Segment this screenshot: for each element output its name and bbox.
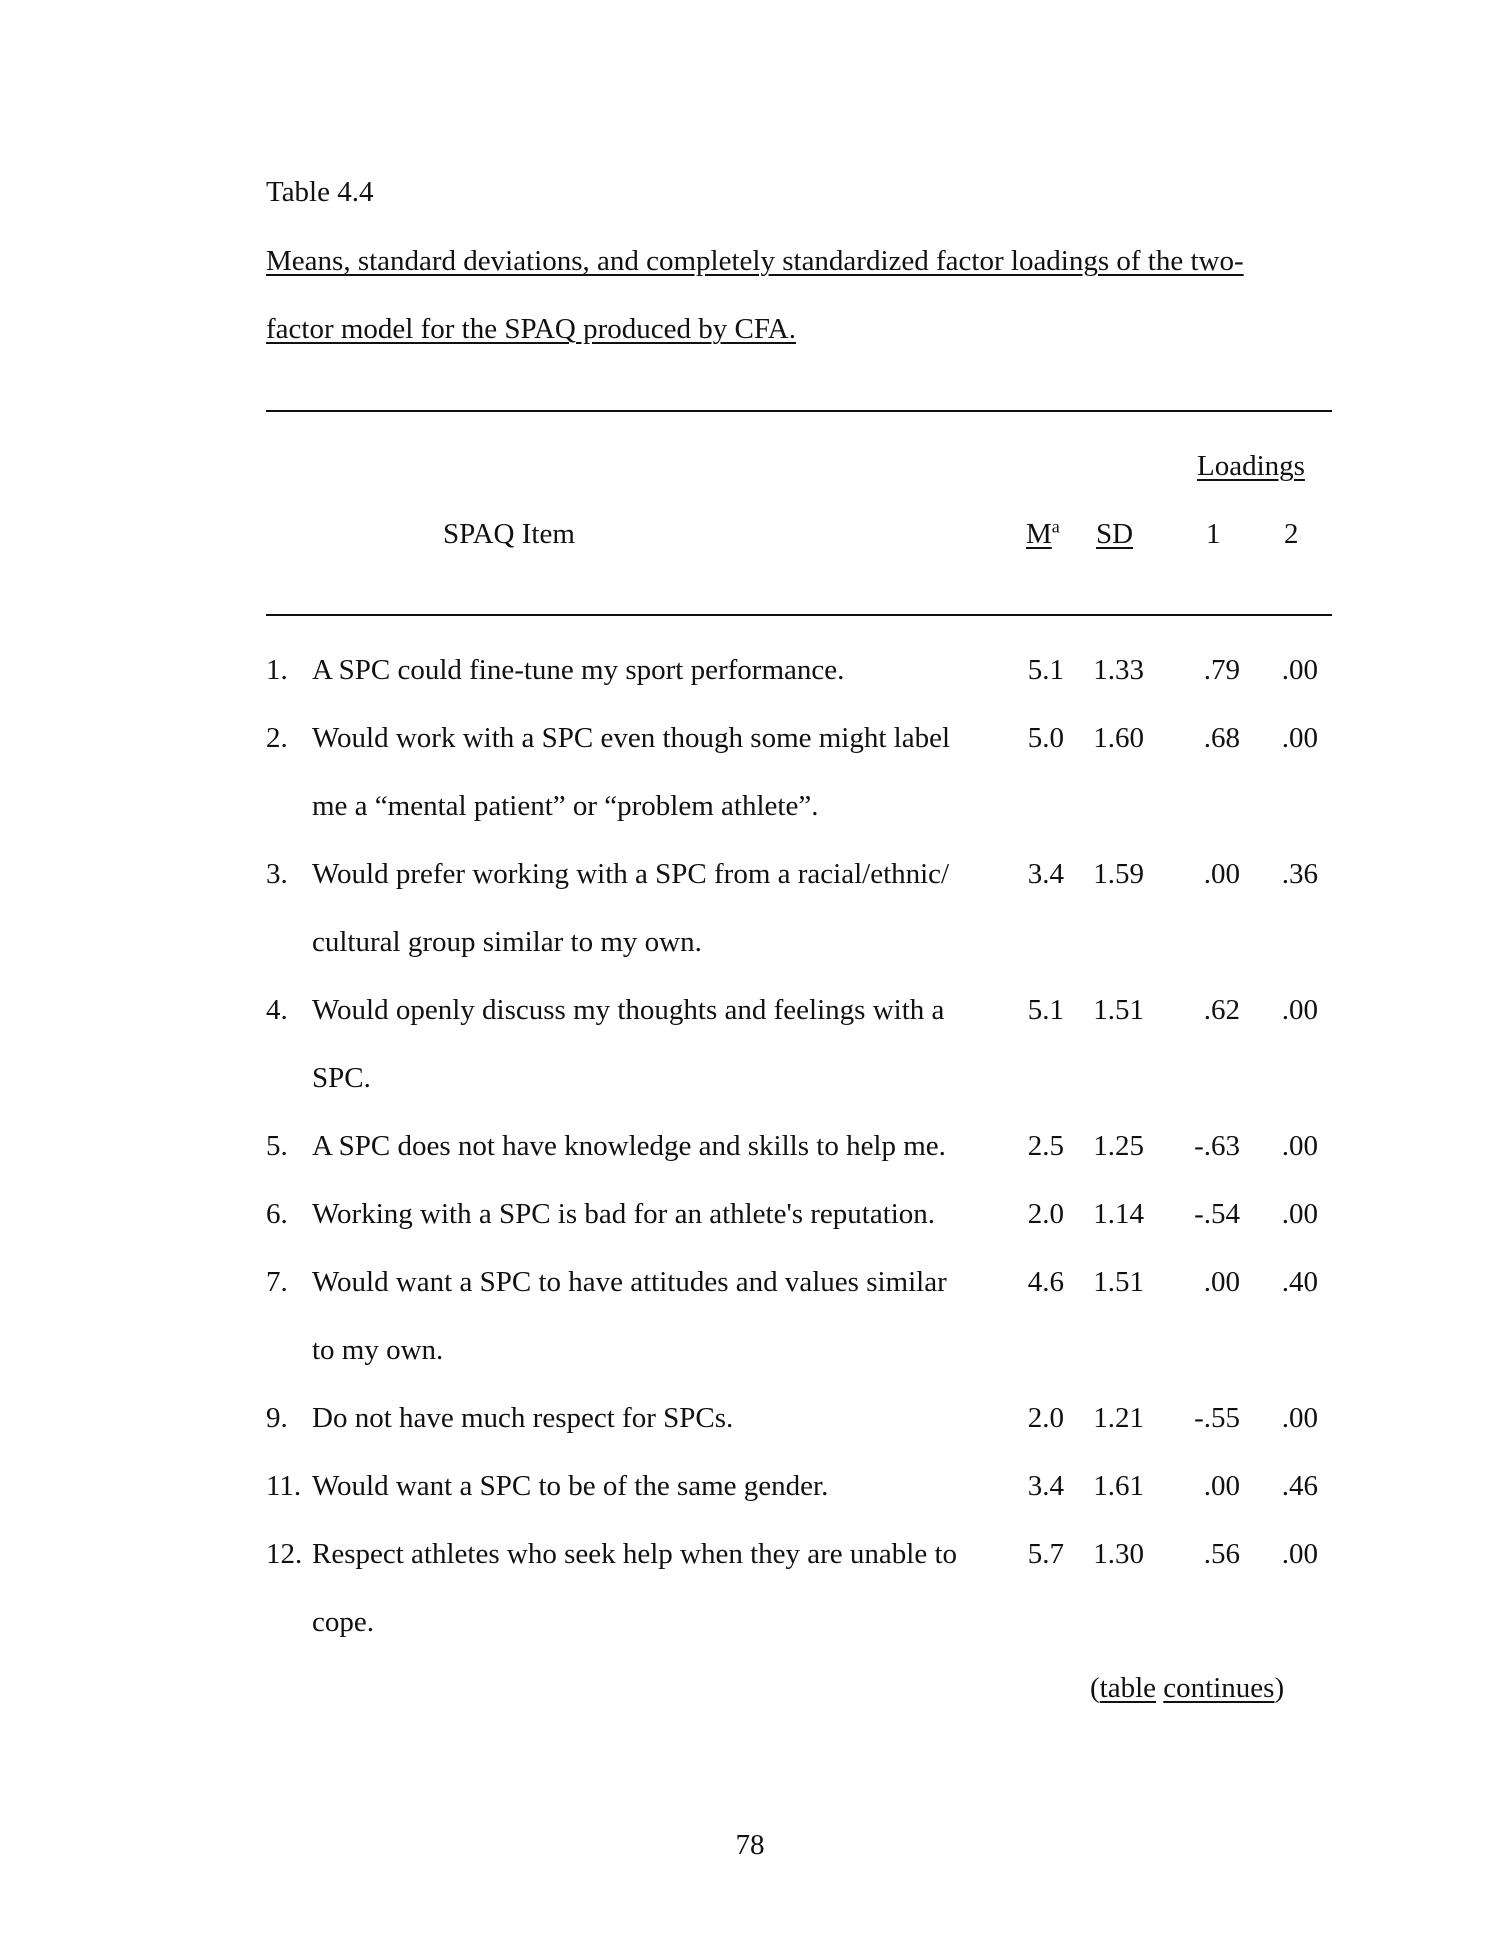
sd-value: 1.14 [1093, 1198, 1144, 1230]
factor2-header: 2 [1284, 518, 1299, 550]
sd-value: 1.30 [1093, 1538, 1144, 1570]
loading-factor1-value: .00 [1203, 1470, 1240, 1502]
loading-factor2-value: .00 [1281, 1402, 1318, 1434]
sd-value: 1.51 [1093, 994, 1144, 1026]
mean-value: 5.0 [1027, 722, 1064, 754]
mean-value: 5.7 [1027, 1538, 1064, 1570]
item-number: 3. [266, 858, 288, 890]
continues-close-paren: ) [1274, 1672, 1285, 1704]
loading-factor2-value: .36 [1281, 858, 1318, 890]
loading-factor1-value: .00 [1203, 858, 1240, 890]
mean-value: 5.1 [1027, 654, 1064, 686]
item-text-line2: cultural group similar to my own. [312, 926, 702, 958]
mean-header-superscript: a [1051, 516, 1060, 537]
loading-factor2-value: .00 [1281, 1198, 1318, 1230]
sd-header: SD [1096, 518, 1134, 550]
table-header-rule [266, 614, 1332, 616]
table-continues-note [1090, 1670, 1284, 1706]
item-number: 2. [266, 722, 288, 754]
item-number: 11. [266, 1470, 302, 1502]
loading-factor1-value: -.55 [1194, 1402, 1240, 1434]
item-text-line1: A SPC does not have knowledge and skills to help me. [312, 1130, 946, 1162]
loading-factor1-value: .62 [1203, 994, 1240, 1026]
item-number: 4. [266, 994, 288, 1026]
sd-value: 1.51 [1093, 1266, 1144, 1298]
loading-factor1-value: .56 [1203, 1538, 1240, 1570]
table-top-rule [266, 410, 1332, 412]
item-number: 6. [266, 1198, 288, 1230]
sd-value: 1.25 [1093, 1130, 1144, 1162]
continues-word-continues: continues [1163, 1672, 1275, 1704]
item-text-line1: Would work with a SPC even though some might label [312, 722, 951, 754]
item-number: 12. [266, 1538, 303, 1570]
item-number: 5. [266, 1130, 288, 1162]
mean-value: 3.4 [1027, 1470, 1064, 1502]
item-number: 1. [266, 654, 288, 686]
item-text-line1: Would want a SPC to have attitudes and values similar [312, 1266, 947, 1298]
item-text-line1: Working with a SPC is bad for an athlete's reputation. [312, 1198, 936, 1230]
loading-factor1-value: .79 [1203, 654, 1240, 686]
sd-value: 1.21 [1093, 1402, 1144, 1434]
table-caption-line1: Means, standard deviations, and completely standardized factor loadings of the two- [266, 245, 1244, 277]
mean-header-label: M [1026, 518, 1052, 550]
loading-factor2-value: .00 [1281, 654, 1318, 686]
loading-factor1-value: -.54 [1194, 1198, 1240, 1230]
table-label: Table 4.4 [266, 176, 374, 208]
mean-value: 4.6 [1027, 1266, 1064, 1298]
sd-value: 1.61 [1093, 1470, 1144, 1502]
item-text-line2: cope. [312, 1606, 374, 1638]
loading-factor2-value: .00 [1281, 994, 1318, 1026]
mean-value: 3.4 [1027, 858, 1064, 890]
item-text-line2: to my own. [312, 1334, 444, 1366]
mean-header [1026, 516, 1060, 552]
continues-word-table: table [1099, 1672, 1157, 1704]
loadings-header: Loadings [1197, 450, 1305, 482]
table-caption-line2: factor model for the SPAQ produced by CFA. [266, 313, 796, 345]
item-text-line2: SPC. [312, 1062, 371, 1094]
mean-value: 5.1 [1027, 994, 1064, 1026]
loading-factor2-value: .00 [1281, 1130, 1318, 1162]
item-number: 9. [266, 1402, 288, 1434]
loading-factor2-value: .00 [1281, 722, 1318, 754]
loading-factor2-value: .00 [1281, 1538, 1318, 1570]
mean-value: 2.0 [1027, 1402, 1064, 1434]
item-text-line1: Would openly discuss my thoughts and feelings with a [312, 994, 945, 1026]
item-text-line1: Respect athletes who seek help when they are unable to [312, 1538, 958, 1570]
item-text-line1: Would prefer working with a SPC from a racial/ethnic/ [312, 858, 950, 890]
continues-open-paren: ( [1090, 1672, 1100, 1704]
loading-factor1-value: -.63 [1194, 1130, 1240, 1162]
page-number: 78 [735, 1829, 765, 1861]
item-text-line1: Would want a SPC to be of the same gender. [312, 1470, 829, 1502]
item-text-line1: Do not have much respect for SPCs. [312, 1402, 734, 1434]
item-header: SPAQ Item [443, 518, 575, 550]
sd-value: 1.59 [1093, 858, 1144, 890]
loading-factor2-value: .40 [1281, 1266, 1318, 1298]
mean-value: 2.5 [1027, 1130, 1064, 1162]
loading-factor1-value: .68 [1203, 722, 1240, 754]
item-number: 7. [266, 1266, 288, 1298]
loading-factor1-value: .00 [1203, 1266, 1240, 1298]
item-text-line2: me a “mental patient” or “problem athlete”. [312, 790, 819, 822]
item-text-line1: A SPC could fine-tune my sport performance. [312, 654, 845, 686]
sd-value: 1.33 [1093, 654, 1144, 686]
sd-value: 1.60 [1093, 722, 1144, 754]
loading-factor2-value: .46 [1281, 1470, 1318, 1502]
factor1-header: 1 [1206, 518, 1221, 550]
mean-value: 2.0 [1027, 1198, 1064, 1230]
